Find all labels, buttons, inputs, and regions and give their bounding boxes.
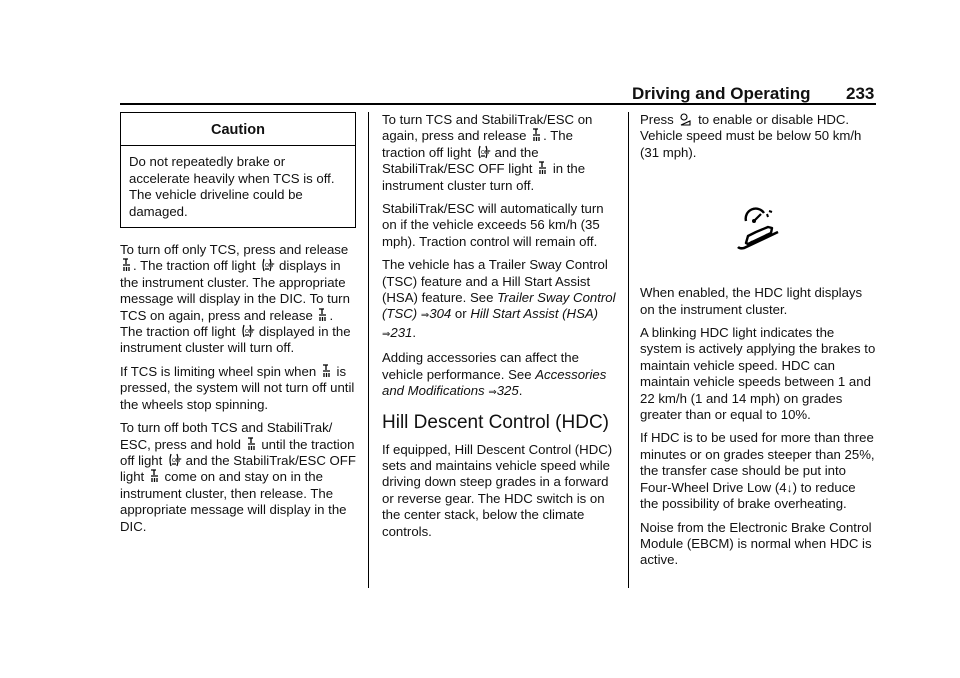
text: to enable or disable HDC. Vehicle speed must be below 50 km/h (31 mph). xyxy=(640,112,862,160)
tcs-off-switch-icon xyxy=(247,437,256,452)
text: . The traction off light xyxy=(133,258,256,274)
text: To turn off both TCS and StabiliTrak/ ESC, press and hold xyxy=(120,420,333,452)
xref-link[interactable]: Hill Start Assist (HSA) xyxy=(470,306,599,322)
caution-title: Caution xyxy=(121,113,355,146)
paragraph xyxy=(382,257,618,343)
text: displays in the instrument cluster. The appropriate message will display in the DIC. To turn TCS on again, press and release xyxy=(120,258,350,323)
traction-off-light-icon xyxy=(241,324,253,339)
text: come on and stay on in the instrument cluster, then release. The appropriate message will display in the DIC. xyxy=(120,469,347,534)
paragraph xyxy=(120,364,356,413)
page-ref-arrow-icon: ⇒ xyxy=(420,310,430,322)
column-divider xyxy=(368,112,369,588)
paragraph: StabiliTrak/ESC will automatically turn on if the vehicle exceeds 56 km/h (35 mph). Traction control will remain off. xyxy=(382,201,604,249)
text: in the instrument cluster turn off. xyxy=(382,161,586,193)
text: Press xyxy=(640,112,674,127)
traction-off-light-icon xyxy=(477,145,489,160)
section-heading: Hill Descent Control (HDC) xyxy=(382,411,609,433)
traction-off-light-icon xyxy=(261,258,276,273)
page-ref-arrow-icon: ⇒ xyxy=(382,328,391,340)
paragraph: When enabled, the HDC light displays on the instrument cluster. xyxy=(640,285,863,317)
paragraph xyxy=(640,430,876,512)
svg-text:OFF: OFF xyxy=(245,329,255,336)
header-rule xyxy=(120,103,876,105)
text: . xyxy=(412,324,417,340)
page-header xyxy=(0,80,960,110)
text: is pressed, the system will not turn off until the wheels stop spinning. xyxy=(120,363,355,412)
stabilitrak-off-light-icon xyxy=(538,161,547,176)
column-3 xyxy=(640,112,876,576)
text: and the StabiliTrak/ESC OFF light xyxy=(120,452,356,485)
svg-text:OFF: OFF xyxy=(265,263,276,270)
text: until the traction off light xyxy=(120,436,355,468)
hdc-switch-icon xyxy=(679,112,692,127)
page-ref-arrow-icon: ⇒ xyxy=(488,387,497,399)
column-divider xyxy=(628,112,629,588)
paragraph xyxy=(120,242,356,357)
text: and the StabiliTrak/ESC OFF light xyxy=(382,144,539,177)
text: To turn off only TCS, press and release xyxy=(120,242,349,258)
column-2 xyxy=(382,112,618,547)
tcs-off-switch-icon xyxy=(322,364,331,379)
four-low-arrow-icon: ↓ xyxy=(786,480,793,495)
text: To turn TCS and StabiliTrak/ESC on again, press and release xyxy=(382,112,593,144)
xref-link[interactable]: Trailer Sway Control (TSC) xyxy=(382,290,616,322)
svg-text:OFF: OFF xyxy=(480,149,491,156)
paragraph: If equipped, Hill Descent Control (HDC) sets and maintains vehicle speed while driving down steep grades in a forward or reverse gear. The HDC switch is on the center stack, below the climate controls. xyxy=(382,441,613,539)
paragraph: A blinking HDC light indicates the system is actively applying the brakes to maintain vehicle speed. HDC can maintain vehicle speeds between 1 and 22 km/h (1 and 14 mph) on grades greater than or equal to 10%. xyxy=(640,325,876,423)
section-title: Driving and Operating xyxy=(632,84,811,103)
xref-link[interactable]: Accessories and Modifications xyxy=(382,366,607,399)
text: Adding accessories can affect the vehicle performance. See xyxy=(382,350,579,382)
text: or xyxy=(454,306,467,322)
paragraph xyxy=(382,112,618,194)
xref-page[interactable]: 325 xyxy=(496,383,519,399)
text: . The traction off light xyxy=(382,128,573,160)
paragraph: Noise from the Electronic Brake Control Module (EBCM) is normal when HDC is active. xyxy=(640,519,872,568)
text: The vehicle has a Trailer Sway Control (TSC) feature and a Hill Start Assist (HSA) feature. See xyxy=(382,257,608,306)
paragraph xyxy=(640,112,876,161)
text: . The traction off light xyxy=(120,307,334,340)
caution-text: Do not repeatedly brake or accelerate heavily when TCS is off. The vehicle driveline could be damaged. xyxy=(129,154,335,219)
text: . xyxy=(518,383,523,399)
text: If HDC is to be used for more than three minutes or on grades steeper than 25%, the transfer case should be put into Four-Wheel Drive Low (4 xyxy=(640,430,875,495)
svg-text:OFF: OFF xyxy=(171,457,182,464)
paragraph xyxy=(382,350,618,401)
traction-off-light-icon xyxy=(168,453,180,468)
xref-page[interactable]: 304 xyxy=(429,306,452,322)
tcs-off-switch-icon xyxy=(532,128,541,143)
stabilitrak-off-light-icon xyxy=(150,469,159,484)
xref-page[interactable]: 231 xyxy=(390,324,413,340)
caution-box xyxy=(120,112,356,228)
page-number: 233 xyxy=(846,84,875,103)
hdc-indicator-icon xyxy=(734,205,782,253)
tcs-off-switch-icon xyxy=(318,308,327,323)
column-1 xyxy=(120,112,356,542)
text: ) to reduce the possibility of brake overheating. xyxy=(640,479,856,512)
tcs-off-switch-icon xyxy=(122,258,131,273)
text: displayed in the instrument cluster will turn off. xyxy=(120,324,351,356)
text: If TCS is limiting wheel spin when xyxy=(120,363,317,379)
paragraph xyxy=(120,420,356,535)
